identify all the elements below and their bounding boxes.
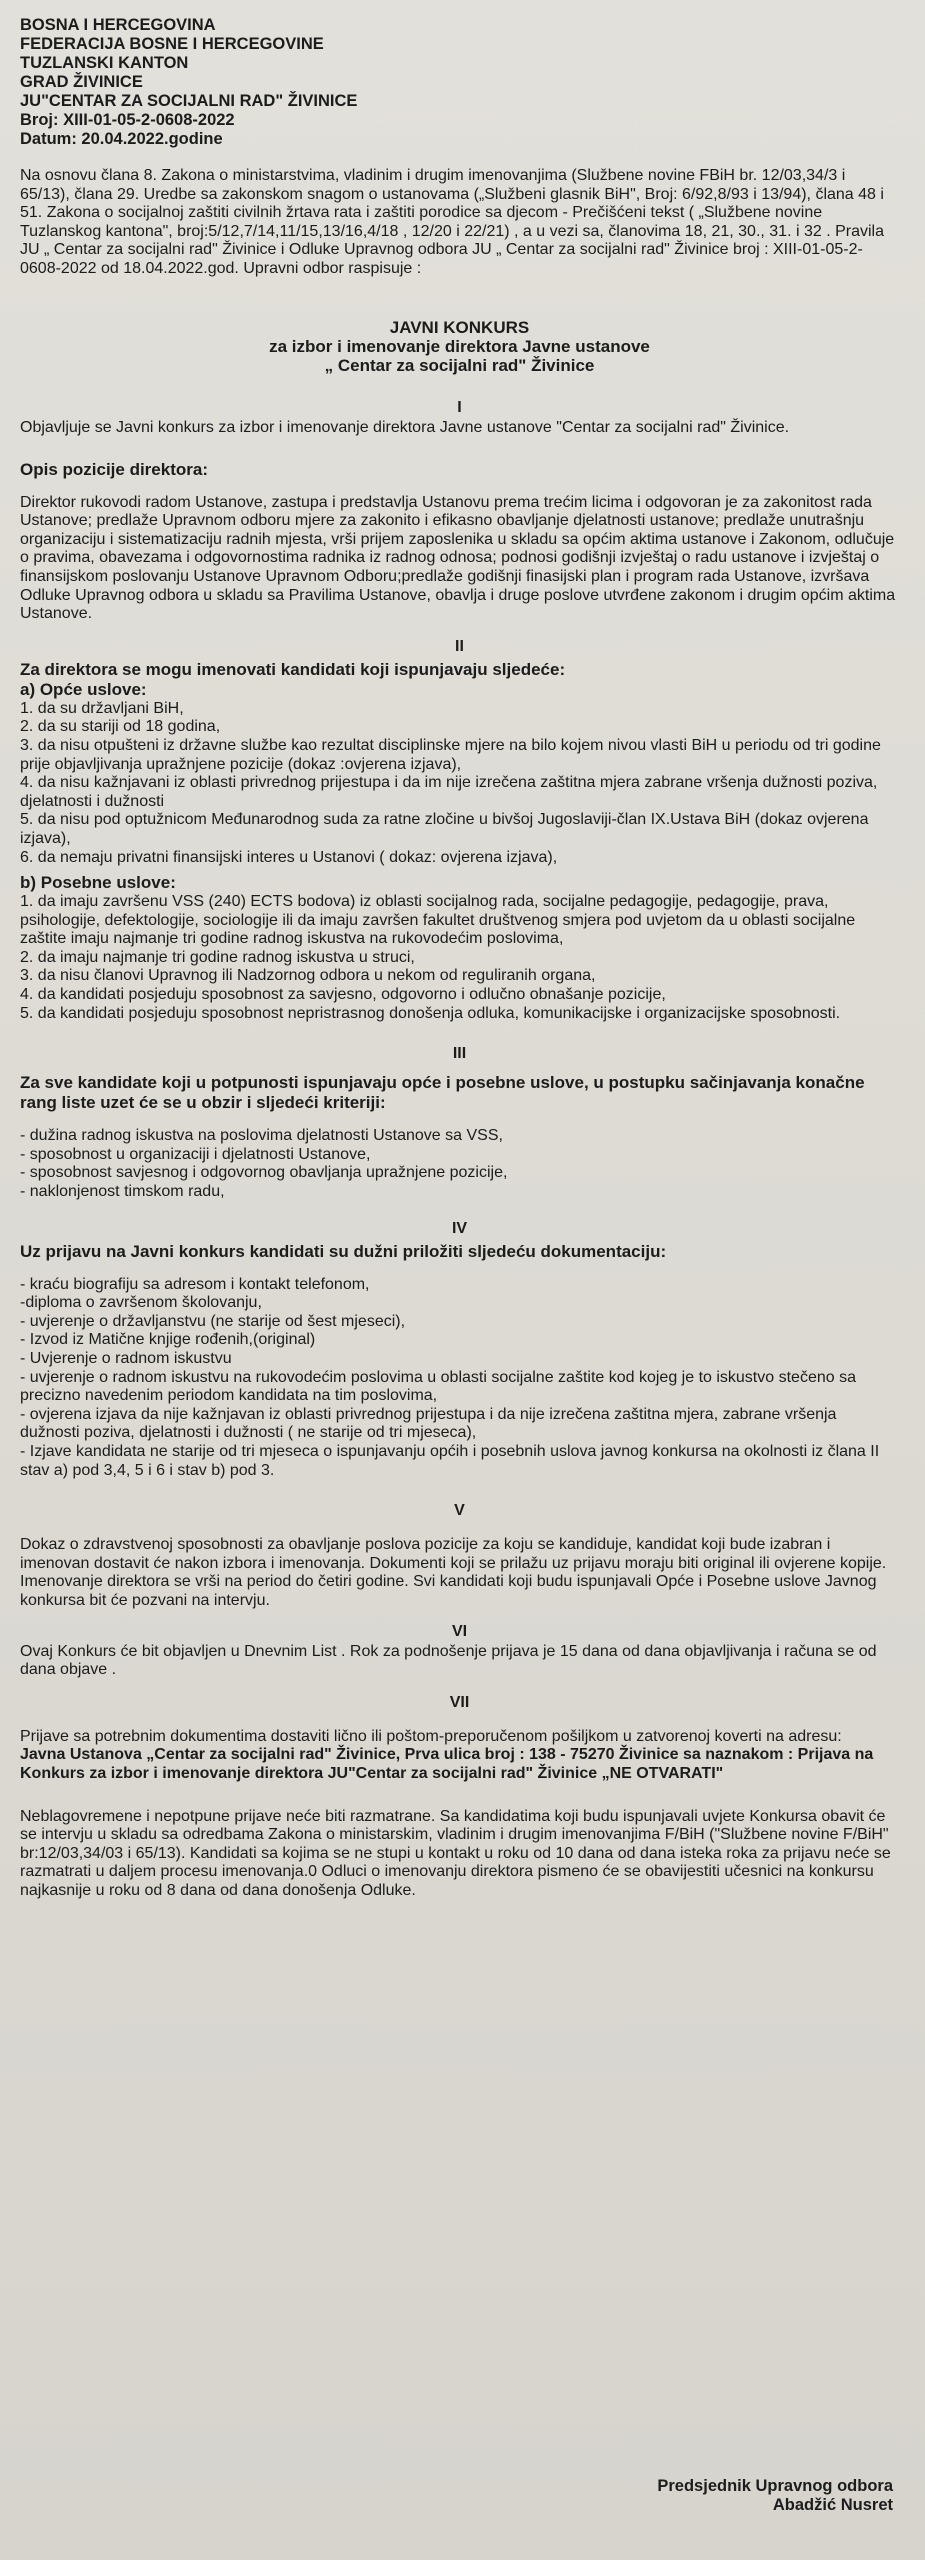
header-canton: TUZLANSKI KANTON — [20, 54, 189, 72]
list-item: 5. da nisu pod optužnicom Međunarodnog suda za ratne zločine u bivšoj Jugoslaviji-član IX.Ustava BiH (dokaz ovjerena izjava), — [20, 811, 869, 847]
criteria-list — [20, 1127, 899, 1201]
intro-paragraph: Na osnovu člana 8. Zakona o ministarstvima, vladinim i drugim imenovanjima (Službene novine FBiH br. 12/03,34/3 i 65/13), člana 29. Uredbe sa zakonskom snagom o ustanovama („Službeni glasnik BiH", Broj: 6/92,8/93 i 13/94), člana 48 i 51. Zakona o socijalnoj zaštiti civilnih žrtava rata i zaštiti porodice sa djecom - Prečišćeni tekst ( „Službene novine Tuzlanskog kantona", broj:5/12,7/14,11/15,13/16,4/18 , 12/20 i 22/21) , a u vezi sa, članovima 18, 21, 30., 31. i 32 . Pravila JU „ Centar za socijalni rad" Živinice i Odluke Upravnog odbora JU „ Centar za socijalni rad" Živinice broj : XIII-01-05-2-0608-2022 od 18.04.2022.god. Upravni odbor raspisuje : — [20, 167, 885, 277]
section-6-number: VI — [451, 1622, 468, 1640]
header-city: GRAD ŽIVINICE — [20, 73, 143, 91]
signature-title: Predsjednik Upravnog odbora — [657, 2477, 893, 2495]
list-item: 4. da kandidati posjeduju sposobnost za savjesno, odgovorno i odlučno obnašanje pozicije, — [20, 986, 666, 1004]
list-item: - uvjerenje o državljanstvu (ne starije od šest mjeseci), — [20, 1312, 406, 1330]
list-item: - dužina radnog iskustva na poslovima djelatnosti Ustanove sa VSS, — [20, 1127, 503, 1145]
section-1-number: I — [457, 399, 462, 416]
list-item: - kraću biografiju sa adresom i kontakt telefonom, — [20, 1275, 370, 1293]
section-2-number: II — [455, 637, 464, 655]
section-7-text: Prijave sa potrebnim dokumentima dostaviti lično ili poštom-preporučenom pošiljkom u zatvorenoj koverti na adresu: — [20, 1727, 842, 1745]
section-7-number: VII — [449, 1693, 470, 1711]
position-description-text: Direktor rukovodi radom Ustanove, zastupa i predstavlja Ustanovu prema trećim licima i odgovoran je za zakonitost rada Ustanove; predlaže Upravnom odboru mjere za zakonito i efikasno obavljanje djelatnosti ustanove; predlaže unutrašnju organizaciju i sistematizaciju radnih mjesta, vrši prijem zaposlenika u skladu sa općim aktima ustanove i Zakonom, odlučuje o pravima, obavezama i odgovornostima radnika iz radnog odnosa; podnosi godišnji izvještaj o radu ustanove i izvještaj o finansijskom poslovanju Ustanove Upravnom Odboru;predlaže godišnji finasijski plan i program rada Ustanove, izvršava Odluke Upravnog odbora u skladu sa Pravilima Ustanove, obavlja i druge poslove utvrđene zakonom i drugim općim aktima Ustanove. — [20, 493, 896, 623]
header-number: Broj: XIII-01-05-2-0608-2022 — [20, 111, 235, 129]
list-item: 3. da nisu članovi Upravnog ili Nadzornog odbora u nekom od reguliranih organa, — [20, 967, 596, 985]
title-line-3: „ Centar za socijalni rad" Živinice — [324, 356, 595, 375]
list-item: 6. da nemaju privatni finansijski interes u Ustanovi ( dokaz: ovjerena izjava), — [20, 848, 558, 866]
list-item: 1. da imaju završenu VSS (240) ECTS bodova) iz oblasti socijalnog rada, socijalne pedagogije, pedagogije, prava, psihologije, defektologije, sociologije ili da imaju završen fakultet društvenog smjera pod uvjetom da u oblasti socijalne zaštite imaju najmanje tri godine radnog iskustva na rukovodećim poslovima, — [20, 893, 856, 948]
header-country: BOSNA I HERCEGOVINA — [20, 16, 216, 34]
section-3-number: III — [452, 1045, 467, 1063]
documents-list — [20, 1276, 899, 1481]
section-6-text: Ovaj Konkurs će bit objavljen u Dnevnim List . Rok za podnošenje prijava je 15 dana od dana objavljivanja i računa se od dana objave . — [20, 1642, 877, 1679]
list-item: - sposobnost savjesnog i odgovornog obavljanja upražnjene pozicije, — [20, 1164, 508, 1182]
general-conditions-list — [20, 700, 899, 867]
section-2-heading: Za direktora se mogu imenovati kandidati koji ispunjavaju sljedeće: — [20, 659, 566, 679]
title-line-2: za izbor i imenovanje direktora Javne ustanove — [269, 337, 650, 356]
list-item: 4. da nisu kažnjavani iz oblasti privrednog prijestupa i da im nije izrečena zaštitna mjera zabrane vršenja dužnosti poziva, djelatnosti i dužnosti — [20, 774, 878, 810]
section-5-number: V — [454, 1502, 465, 1520]
list-item: - ovjerena izjava da nije kažnjavan iz oblasti privrednog prijestupa i da nije izrečena zaštitna mjera, zabrane vršenja dužnosti poziva, djelatnosti i dužnosti ( ne starije od tri mjeseca), — [20, 1405, 837, 1442]
title-line-1: JAVNI KONKURS — [389, 318, 530, 337]
header-date: Datum: 20.04.2022.godine — [20, 130, 223, 148]
section-4-number: IV — [451, 1219, 468, 1237]
list-item: 3. da nisu otpušteni iz državne službe kao rezultat disciplinske mjere na bilo kojem nivou vlasti BiH u periodu od tri godine prije objavljivanja upražnjene pozicije (dokaz :ovjerena izjava), — [20, 736, 881, 773]
signature-block — [657, 2477, 893, 2515]
list-item: - naklonjenost timskom radu, — [20, 1183, 225, 1201]
list-item: - sposobnost u organizaciji i djelatnosti Ustanove, — [20, 1145, 371, 1163]
header-block — [20, 16, 899, 149]
section-1-text: Objavljuje se Javni konkurs za izbor i imenovanje direktora Javne ustanove "Centar za socijalni rad" Živinice. — [20, 419, 790, 436]
list-item: 2. da imaju najmanje tri godine radnog iskustva u struci, — [20, 948, 415, 966]
list-item: - uvjerenje o radnom iskustvu na rukovodećim poslovima u oblasti socijalne zaštite kod kojeg je to iskustvo stečeno sa precizno navedenim periodom kandidata na tim poslovima, — [20, 1368, 856, 1405]
special-conditions-heading: b) Posebne uslove: — [20, 873, 176, 893]
list-item: 2. da su stariji od 18 godina, — [20, 718, 221, 736]
page-title — [20, 318, 899, 375]
list-item: - Uvjerenje o radnom iskustvu — [20, 1350, 232, 1367]
section-4-heading: Uz prijavu na Javni konkurs kandidati su dužni priložiti sljedeću dokumentaciju: — [20, 1241, 667, 1261]
special-conditions-list — [20, 893, 899, 1023]
section-3-heading: Za sve kandidate koji u potpunosti ispunjavaju opće i posebne uslove, u postupku sačinjavanja konačne rang liste uzet će se u obzir i sljedeći kriteriji: — [20, 1073, 865, 1113]
list-item: -diploma o završenom školovanju, — [20, 1294, 262, 1312]
header-institution: JU"CENTAR ZA SOCIJALNI RAD" ŽIVINICE — [20, 92, 358, 110]
section-5-text: Dokaz o zdravstvenoj sposobnosti za obavljanje poslova pozicije za koju se kandiduje, kandidat koji bude izabran i imenovan dostavit će nakon izbora i imenovanja. Dokumenti koji se prilažu uz prijavu moraju biti original ili ovjerene kopije. Imenovanje direktora se vrši na period do četiri godine. Svi kandidati koji budu ispunjavali Opće i Posebne uslove Javnog konkursa bit će pozvani na intervju. — [20, 1536, 887, 1609]
signature-name: Abadžić Nusret — [772, 2496, 893, 2514]
list-item: - Izvod iz Matične knjige rođenih,(original) — [20, 1331, 316, 1349]
list-item: - Izjave kandidata ne starije od tri mjeseca o ispunjavanju općih i posebnih uslova javnog konkursa na okolnosti iz člana II stav a) pod 3,4, 5 i 6 i stav b) pod 3. — [20, 1442, 880, 1479]
list-item: 1. da su državljani BiH, — [20, 699, 184, 717]
position-description-heading: Opis pozicije direktora: — [20, 459, 208, 479]
delivery-address: Javna Ustanova „Centar za socijalni rad" Živinice, Prva ulica broj : 138 - 75270 Živinice sa naznakom : Prijava na Konkurs za izbor i imenovanje direktora JU"Centar za socijalni rad" Živinice „NE OTVARATI" — [20, 1746, 874, 1782]
list-item: 5. da kandidati posjeduju sposobnost nepristrasnog donošenja odluka, komunikacijske i organizacijske sposobnosti. — [20, 1004, 841, 1022]
general-conditions-heading: a) Opće uslove: — [20, 679, 147, 699]
section-7-closing-text: Neblagovremene i nepotpune prijave neće biti razmatrane. Sa kandidatima koji budu ispunjavali uvjete Konkursa obavit će se intervju u skladu sa odredbama Zakona o ministarskim, vladinim i drugim imenovanjima F/BiH ("Službene novine F/BiH" br:12/03,34/03 i 65/13). Kandidati sa kojima se ne stupi u kontakt u roku od 10 dana od dana isteka roka za prijavu neće se razmatrati u daljem procesu imenovanja.0 Odluci o imenovanju direktora pismeno će se obavijestiti učesnici na konkursu najkasnije u roku od 8 dana od dana donošenja Odluke. — [20, 1807, 891, 1899]
header-federation: FEDERACIJA BOSNE I HERCEGOVINE — [20, 35, 324, 53]
